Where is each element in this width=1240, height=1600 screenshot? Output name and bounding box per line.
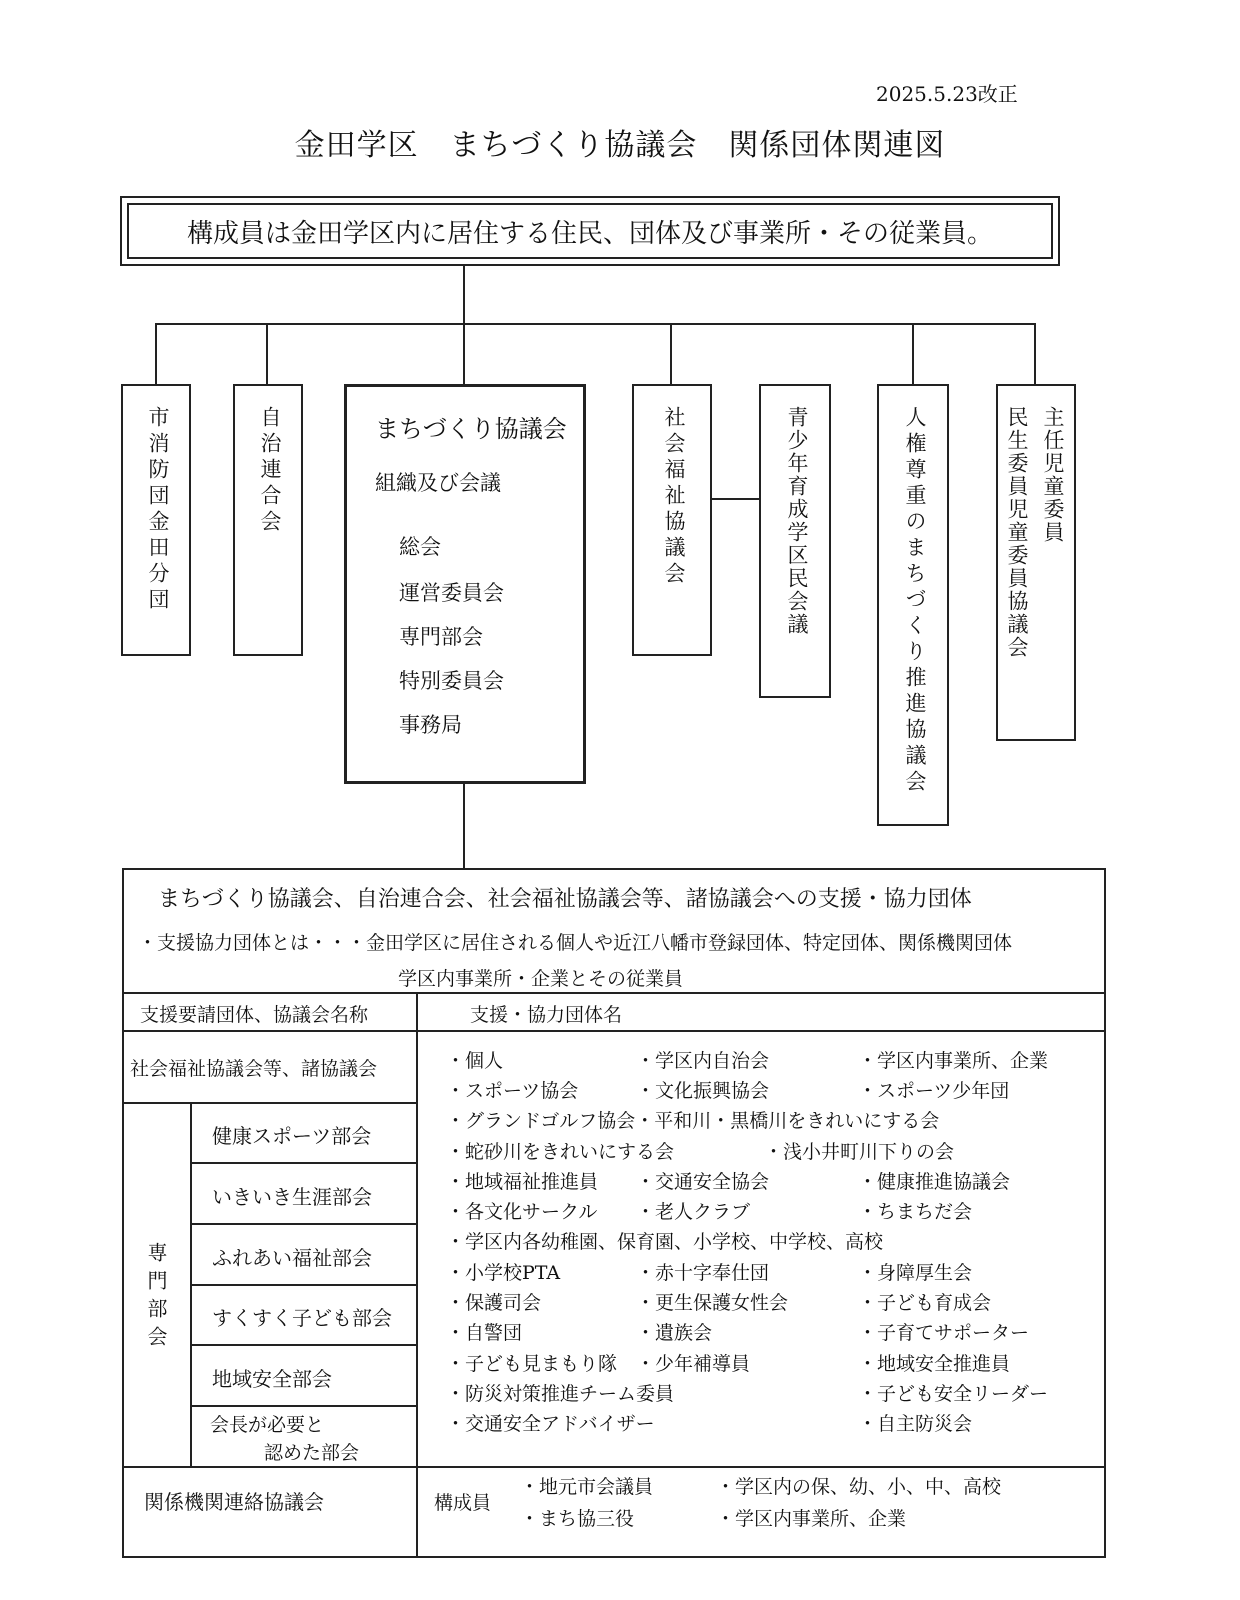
machizukuri-council-title: まちづくり協議会 [375,415,567,443]
table-divider [124,1466,1104,1468]
support-group-item: ・ちまちだ会 [858,1201,973,1223]
connector-shakai-seishonen [711,498,761,500]
support-group-item: ・文化振興協会 [636,1080,770,1102]
table-divider [124,1030,1104,1032]
member-item: ・まち協三役 [520,1508,635,1530]
bukai-item: 健康スポーツ部会 [212,1124,372,1148]
bukai-item: いきいき生涯部会 [212,1185,372,1209]
support-group-item: ・老人クラブ [636,1201,751,1223]
support-group-item: ・健康推進協議会 [858,1171,1011,1193]
member-item: ・学区内の保、幼、小、中、高校 [716,1476,1002,1498]
members-definition-text: 構成員は金田学区内に居住する住民、団体及び事業所・その従業員。 [127,203,1053,259]
org-box-jinken [877,384,949,826]
org-item: 特別委員会 [399,669,504,693]
table-divider [416,992,418,1558]
col-header-requesting: 支援要請団体、協議会名称 [140,1004,369,1026]
table-divider [190,1102,192,1467]
members-definition-box [120,196,1060,266]
table-divider [190,1162,418,1164]
connector-minsei [1034,323,1036,385]
org-minsei-label: 民生委員児童委員協議会 [1005,406,1029,659]
support-group-item: ・子ども育成会 [858,1292,992,1314]
org-fire-brigade-label: 市消防団金田分団 [146,406,170,614]
support-group-item: ・子育てサポーター [858,1322,1030,1344]
org-box-fire-brigade [121,384,191,656]
table-divider [190,1284,418,1286]
support-group-item: ・子ども安全リーダー [858,1383,1049,1405]
org-box-shakai-fukushi [632,384,712,656]
support-group-item: ・交通安全協会 [636,1171,770,1193]
members-label: 構成員 [434,1492,492,1514]
support-group-item: ・蛇砂川をきれいにする会 [446,1141,675,1163]
page-title: 金田学区 まちづくり協議会 関係団体関連図 [294,128,946,163]
connector-top-trunk [463,266,465,324]
org-jinken-label: 人権尊重のまちづくり推進協議会 [903,406,927,796]
bukai-item: 地域安全部会 [212,1367,332,1391]
support-heading: まちづくり協議会、自治連合会、社会福祉協議会等、諸協議会への支援・協力団体 [158,887,972,912]
support-group-item: ・地域安全推進員 [858,1353,1011,1375]
organization-subtitle: 組織及び会議 [375,471,501,495]
org-item: 事務局 [399,713,462,737]
org-shakai-fukushi-label: 社会福祉協議会 [662,406,686,588]
connector-shakai [670,323,672,385]
support-group-item: ・更生保護女性会 [636,1292,789,1314]
support-group-item: ・自主防災会 [858,1413,973,1435]
org-box-minsei [996,384,1076,741]
support-group-item: ・スポーツ少年団 [858,1080,1010,1102]
support-group-item: ・グランドゴルフ協会・平和川・黒橋川をきれいにする会 [446,1110,940,1132]
connector-main [463,323,465,385]
support-group-item: ・学区内事業所、企業 [858,1050,1049,1072]
table-divider [190,1405,418,1407]
support-group-item: ・学区内自治会 [636,1050,770,1072]
bukai-item: すくすく子ども部会 [212,1306,392,1330]
table-divider [124,992,1104,994]
support-group-item: ・個人 [446,1050,504,1072]
support-group-item: ・スポーツ協会 [446,1080,579,1102]
support-group-item: ・各文化サークル [446,1201,598,1223]
org-item: 総会 [399,535,441,559]
member-item: ・地元市会議員 [520,1476,654,1498]
support-group-item: ・地域福祉推進員 [446,1171,599,1193]
support-group-item: ・学区内各幼稚園、保育園、小学校、中学校、高校 [446,1231,884,1253]
org-box-seishonen [759,384,831,698]
member-item: ・学区内事業所、企業 [716,1508,907,1530]
table-divider [190,1344,418,1346]
liaison-council-label: 関係機関連絡協議会 [144,1490,324,1514]
row-label-councils: 社会福祉協議会等、諸協議会 [130,1058,378,1080]
senmon-bukai-label: 専門部会 [144,1242,168,1354]
support-group-item: ・赤十字奉仕団 [636,1262,770,1284]
support-group-item: ・自警団 [446,1322,523,1344]
table-divider [124,1102,418,1104]
support-group-item: ・保護司会 [446,1292,542,1314]
org-box-jichi [233,384,303,656]
bukai-item: ふれあい福祉部会 [212,1246,372,1270]
bukai-item-last-line2: 認めた部会 [264,1442,360,1464]
connector-horizontal-bus [155,323,1036,325]
org-item: 運営委員会 [399,581,504,605]
org-shunin-label: 主任児童委員 [1041,406,1065,544]
support-group-item: ・防災対策推進チーム委員 [446,1383,675,1405]
revision-date: 2025.5.23改正 [876,82,1018,106]
support-group-item: ・少年補導員 [636,1353,751,1375]
support-group-item: ・子ども見まもり隊 [446,1353,618,1375]
support-groups-table [122,868,1106,1558]
support-group-item: ・浅小井町川下りの会 [764,1141,955,1163]
org-seishonen-label: 青少年育成学区民会議 [785,406,809,636]
support-note-line2: 学区内事業所・企業とその従業員 [398,968,684,990]
support-note-line1: ・支援協力団体とは・・・金田学区に居住される個人や近江八幡市登録団体、特定団体、関係機関団体 [138,932,1013,954]
support-group-item: ・交通安全アドバイザー [446,1413,655,1435]
table-divider [190,1223,418,1225]
col-header-support: 支援・協力団体名 [470,1004,623,1026]
connector-fire [155,323,157,385]
org-item: 専門部会 [399,625,483,649]
connector-jichi [266,323,268,385]
org-jichi-label: 自治連合会 [258,406,282,536]
machizukuri-council-box [344,384,586,784]
support-group-item: ・身障厚生会 [858,1262,973,1284]
connector-main-bottom [463,784,465,869]
connector-jinken [912,323,914,385]
support-group-item: ・遺族会 [636,1322,713,1344]
bukai-item-last-line1: 会長が必要と [210,1414,325,1436]
support-group-item: ・小学校PTA [446,1262,561,1284]
